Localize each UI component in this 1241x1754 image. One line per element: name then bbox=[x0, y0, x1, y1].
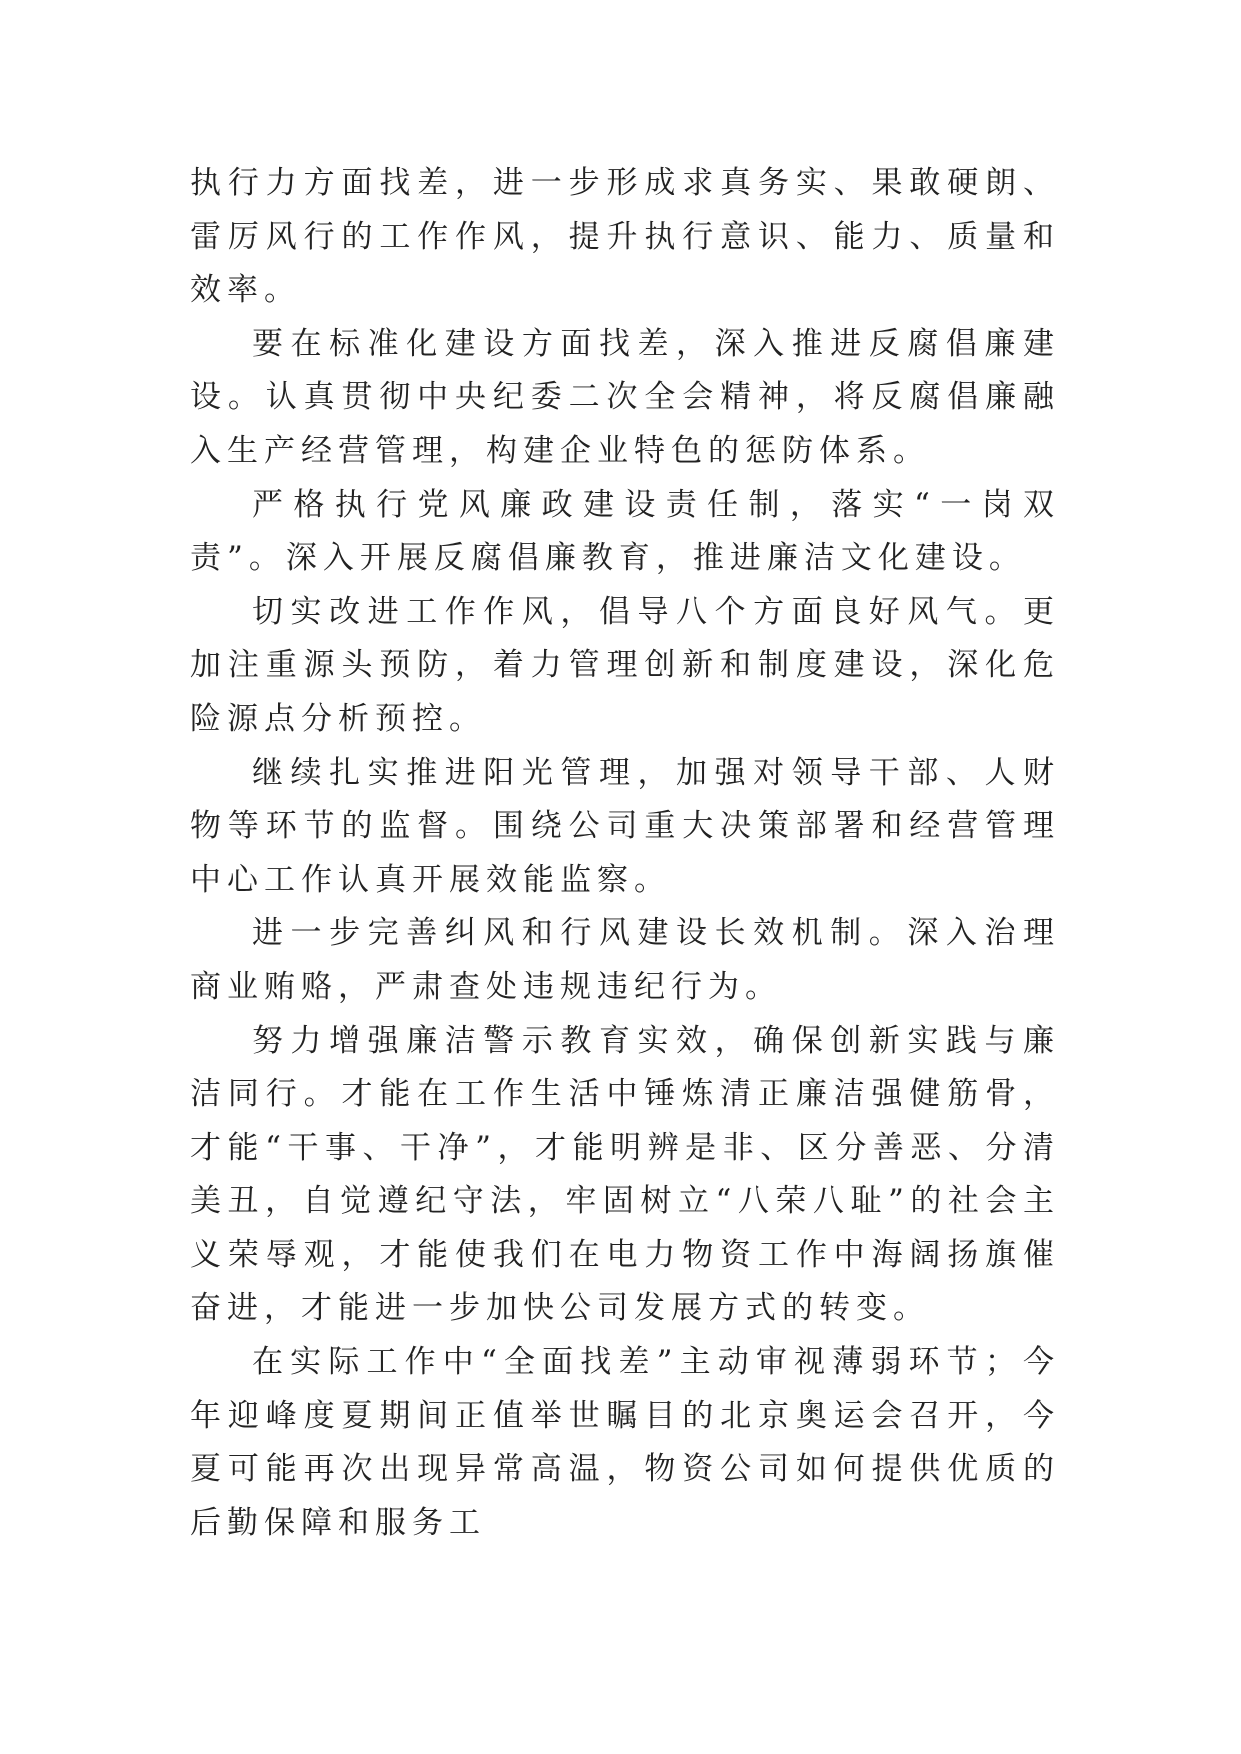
paragraph-work-style: 切实改进工作作风，倡导八个方面良好风气。更加注重源头预防，着力管理创新和制度建设，深化危险源点分析预控。 bbox=[190, 593, 1060, 737]
paragraph-responsibility-system: 严格执行党风廉政建设责任制，落实“一岗双责”。深入开展反腐倡廉教育，推进廉洁文化建设。 bbox=[190, 486, 1060, 577]
paragraph-execution-continued: 执行力方面找差，进一步形成求真务实、果敢硬朗、雷厉风行的工作作风，提升执行意识、能力、质量和效率。 bbox=[190, 165, 1060, 309]
document-body bbox=[190, 157, 1060, 1550]
paragraph-standardization: 要在标准化建设方面找差，深入推进反腐倡廉建设。认真贯彻中央纪委二次全会精神，将反腐倡廉融入生产经营管理，构建企业特色的惩防体系。 bbox=[190, 325, 1060, 469]
paragraph-practical-work: 在实际工作中“全面找差”主动审视薄弱环节；今年迎峰度夏期间正值举世瞩目的北京奥运会召开，今夏可能再次出现异常高温，物资公司如何提供优质的后勤保障和服务工 bbox=[190, 1344, 1060, 1541]
paragraph-integrity-education: 努力增强廉洁警示教育实效，确保创新实践与廉洁同行。才能在工作生活中锤炼清正廉洁强健筋骨，才能“干事、干净”，才能明辨是非、区分善恶、分清美丑，自觉遵纪守法，牢固树立“八荣八耻”的社会主义荣辱观，才能使我们在电力物资工作中海阔扬旗催奋进，才能进一步加快公司发展方式的转变。 bbox=[190, 1022, 1060, 1327]
paragraph-rectification: 进一步完善纠风和行风建设长效机制。深入治理商业贿赂，严肃查处违规违纪行为。 bbox=[190, 915, 1060, 1005]
paragraph-sunshine-management: 继续扎实推进阳光管理，加强对领导干部、人财物等环节的监督。围绕公司重大决策部署和经营管理中心工作认真开展效能监察。 bbox=[190, 754, 1060, 898]
